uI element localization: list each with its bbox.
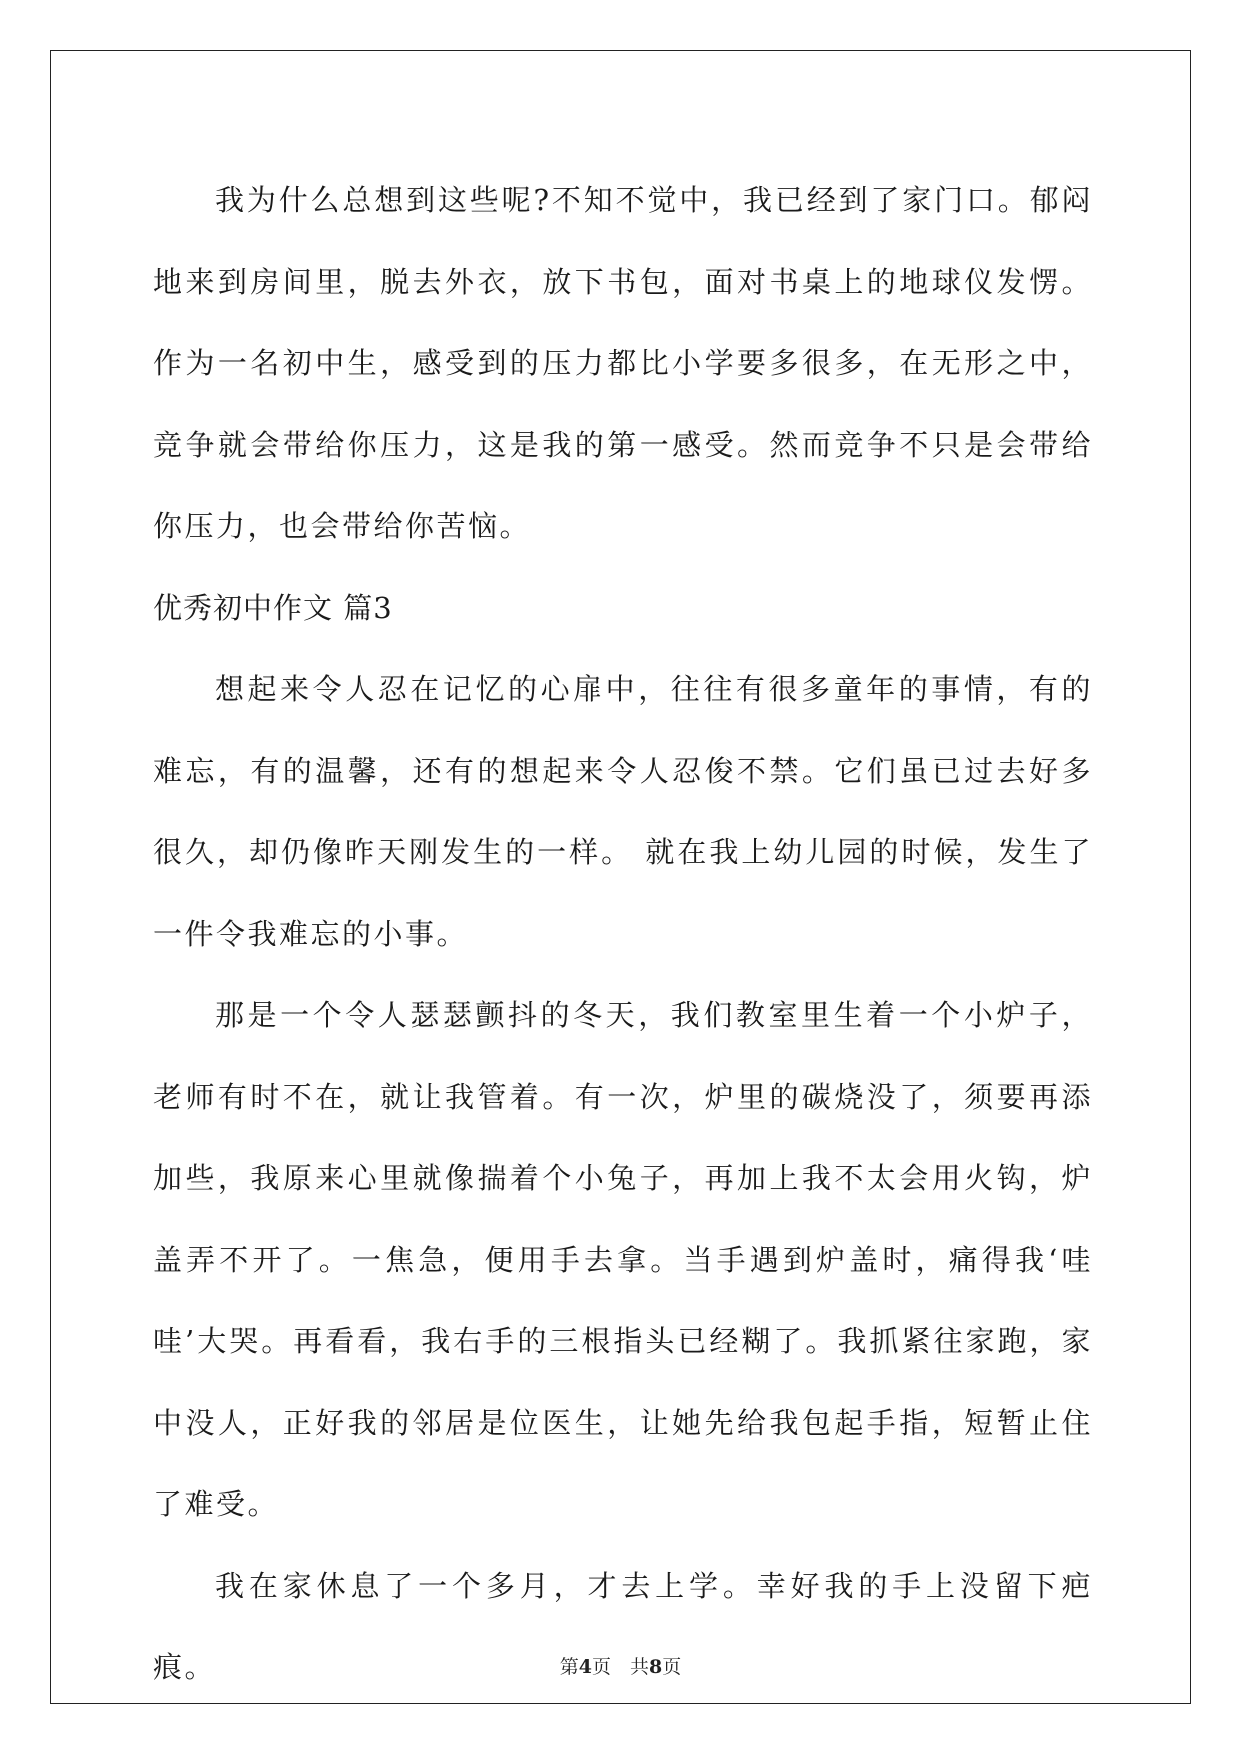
current-page-number: 4: [578, 1656, 592, 1678]
section-heading: 优秀初中作文 篇3: [153, 590, 393, 625]
paragraph: 那是一个令人瑟瑟颤抖的冬天，我们教室里生着一个小炉子，老师有时不在，就让我管着。有一次，炉里的碳烧没了，须要再添加些，我原来心里就像揣着个小兔子，再加上我不太会用火钩，炉盖弄不开了。一焦急，便用手去拿。当手遇到炉盖时，痛得我‘哇哇’大哭。再看看，我右手的三根指头已经糊了。我抓紧往家跑，家中没人，正好我的邻居是位医生，让她先给我包起手指，短暂止住了难受。: [153, 998, 1093, 1521]
total-pages-number: 8: [649, 1656, 663, 1678]
page-footer: [0, 1652, 1241, 1679]
footer-suffix: 页: [662, 1656, 682, 1678]
paragraph: 我为什么总想到这些呢?不知不觉中，我已经到了家门口。郁闷地来到房间里，脱去外衣，放下书包，面对书桌上的地球仪发愣。作为一名初中生，感受到的压力都比小学要多很多，在无形之中，竞争就会带给你压力，这是我的第一感受。然而竞争不只是会带给你压力，也会带给你苦恼。: [153, 183, 1093, 543]
footer-middle: 页 共: [591, 1656, 649, 1678]
paragraph: 想起来令人忍在记忆的心扉中，往往有很多童年的事情，有的难忘，有的温馨，还有的想起来令人忍俊不禁。它们虽已过去好多很久，却仍像昨天刚发生的一样。 就在我上幼儿园的时候，发生了一件令我难忘的小事。: [153, 672, 1093, 951]
document-body: [153, 160, 1093, 1709]
footer-prefix: 第: [559, 1656, 579, 1678]
paragraph: 我在家休息了一个多月，才去上学。幸好我的手上没留下疤痕。: [153, 1568, 1093, 1684]
